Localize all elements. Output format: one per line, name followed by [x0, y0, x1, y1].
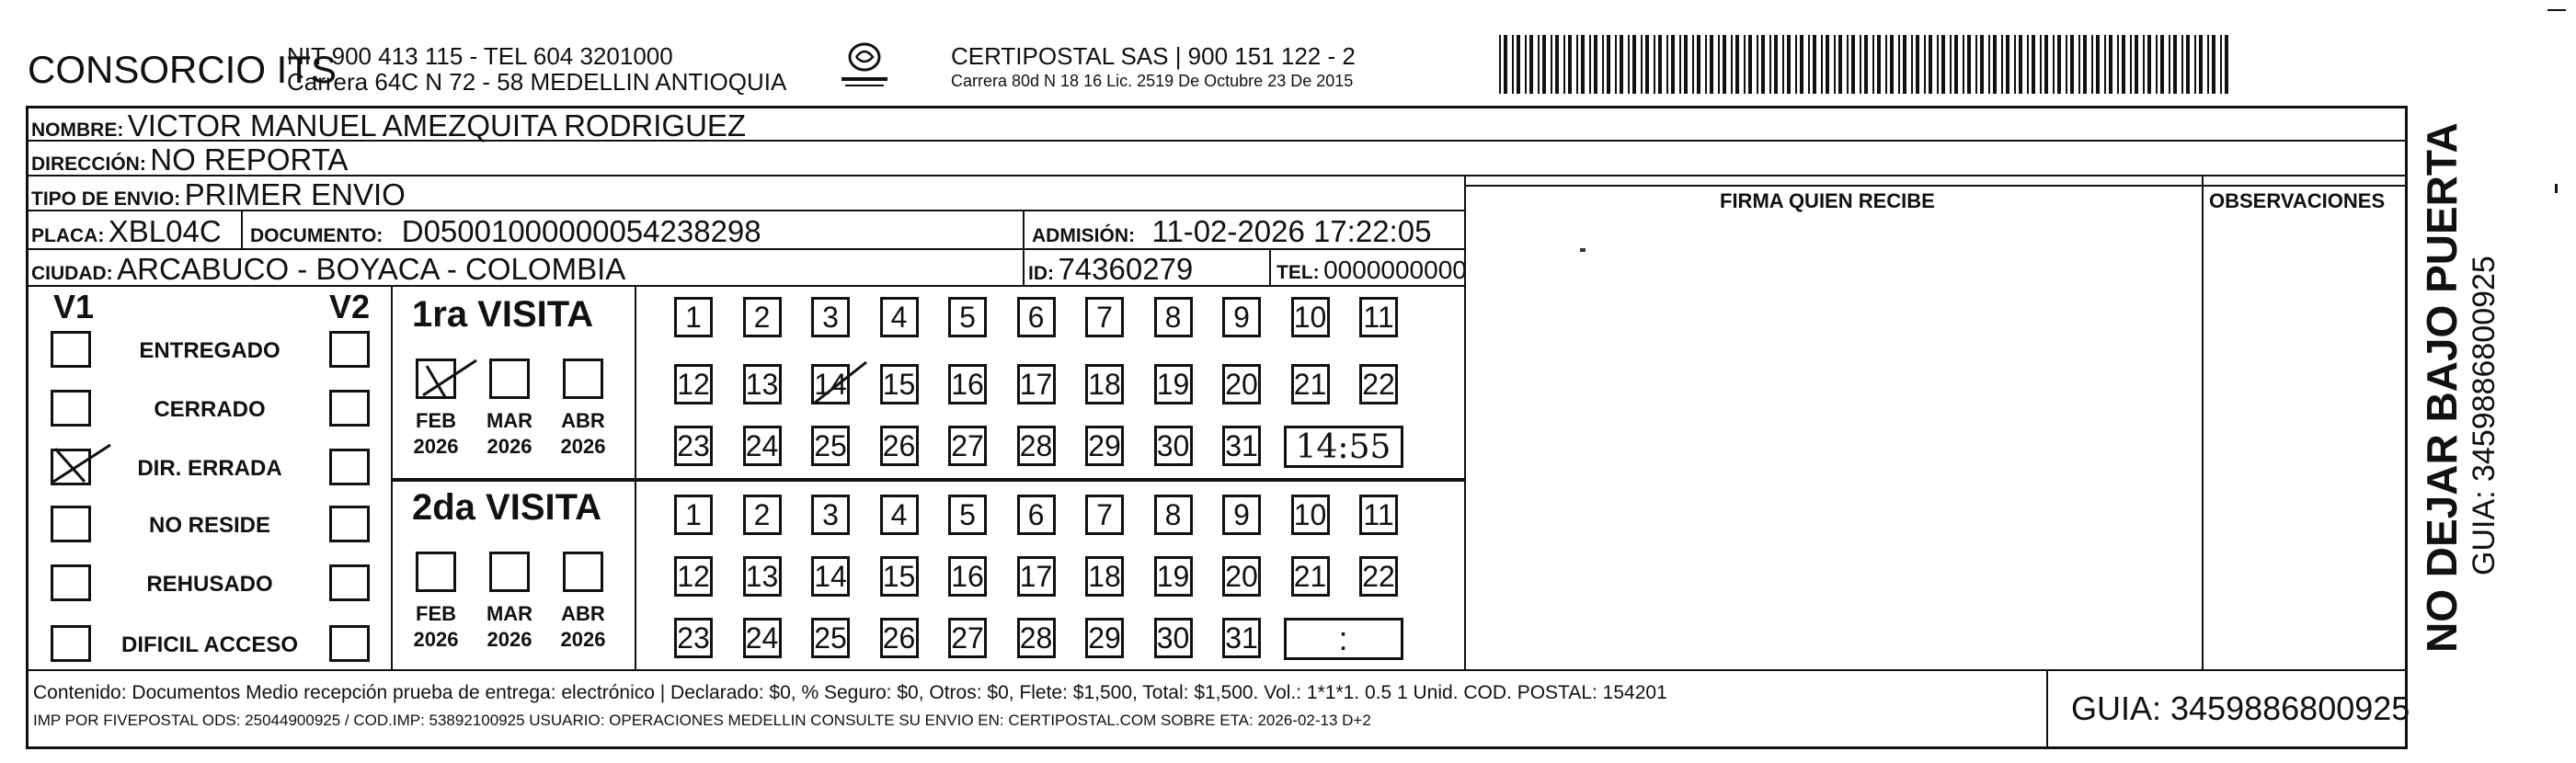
second-visit-day[interactable]: 14 — [811, 556, 850, 597]
barcode-bar — [2070, 35, 2074, 94]
barcode-bar — [1898, 35, 1900, 94]
barcode-bar — [2143, 35, 2145, 94]
barcode-bar — [1671, 35, 1675, 94]
pen-mark — [1580, 248, 1586, 252]
first-visit-day[interactable]: 23 — [674, 426, 713, 466]
first-visit-day[interactable]: 28 — [1017, 426, 1056, 466]
footer-guia: GUIA: 3459886800925 — [2071, 689, 2410, 727]
barcode-bar — [1941, 35, 1945, 94]
barcode-bar — [1641, 35, 1643, 94]
first-visit-day[interactable]: 12 — [674, 364, 713, 404]
status-divider — [391, 285, 393, 669]
barcode-bar — [1988, 35, 1990, 94]
first-visit-day[interactable]: 24 — [743, 426, 782, 466]
v2-checkbox[interactable] — [329, 449, 370, 485]
barcode-bar — [2006, 35, 2009, 94]
barcode-bar — [1821, 35, 1823, 94]
barcode-bar — [1581, 35, 1585, 94]
second-visit-day[interactable]: 23 — [674, 618, 713, 658]
first-visit-time[interactable]: 14:55 — [1284, 426, 1403, 468]
barcode-bar — [1568, 35, 1572, 94]
tel-value: 0000000000 — [1323, 256, 1467, 284]
observaciones-label: OBSERVACIONES — [2209, 189, 2386, 212]
footer-imp: IMP POR FIVEPOSTAL ODS: 25044900925 / COD.IMP: 53892100925 USUARIO: OPERACIONES MEDELLIN CONSULTE SU ENVIO EN: CERTIPOSTAL.COM SOBRE ETA: 2026-02-13 D+2 — [33, 712, 1371, 729]
barcode-bar — [2044, 35, 2048, 94]
month-label — [476, 601, 543, 653]
second-visit-day[interactable]: 29 — [1085, 618, 1124, 658]
barcode-bar — [1525, 35, 1527, 94]
month-label — [550, 408, 616, 460]
month-checkbox[interactable] — [563, 552, 603, 592]
barcode-bar — [1963, 35, 1964, 94]
status-option-label: DIR. ERRADA — [137, 456, 282, 481]
month-name: FEB — [416, 602, 456, 625]
first-visit-day[interactable]: 31 — [1222, 426, 1261, 466]
barcode-bar — [2053, 35, 2055, 94]
footer-contenido: Contenido: Documentos Medio recepción prueba de entrega: electrónico | Declarado: $0, % Seguro: $0, Otros: $0, Flete: $1,500, Total: $1,500. Vol.: 1*1*1. 0.5 1 Unid. COD. POSTAL: 154201 — [33, 682, 1667, 703]
barcode-bar — [1847, 35, 1849, 94]
barcode-bar — [1620, 35, 1623, 94]
v1-checkbox[interactable] — [51, 625, 91, 662]
barcode-bar — [1877, 35, 1881, 94]
barcode — [1499, 35, 2235, 94]
barcode-bar — [1795, 35, 1797, 94]
second-visit-day[interactable]: 20 — [1222, 556, 1261, 597]
barcode-bar — [2027, 35, 2029, 94]
barcode-bar — [2040, 35, 2042, 94]
month-year: 2026 — [560, 435, 606, 458]
check-mark-icon — [46, 441, 120, 487]
v1-checkbox[interactable] — [51, 564, 91, 601]
edge-mark-top — [2547, 9, 2566, 11]
obs-divider — [2202, 175, 2204, 669]
day-14-check-icon — [809, 357, 874, 408]
first-visit-day[interactable]: 11 — [1359, 297, 1398, 337]
status-option-label: DIFICIL ACCESO — [120, 632, 298, 657]
tipo-row — [31, 177, 406, 212]
barcode-bar — [2173, 35, 2177, 94]
direccion-label: DIRECCIÓN: — [31, 154, 146, 175]
side-guia: GUIA: 3459886800925 — [2467, 256, 2502, 575]
barcode-bar — [1723, 35, 1726, 94]
first-visit-day[interactable]: 13 — [743, 364, 782, 404]
barcode-bar — [2169, 35, 2170, 94]
second-visit-day[interactable]: 9 — [1222, 495, 1261, 535]
first-visit-day[interactable]: 16 — [948, 364, 987, 404]
visit-divider — [391, 478, 1465, 482]
barcode-bar — [2147, 35, 2151, 94]
barcode-bar — [2199, 35, 2203, 94]
barcode-bar — [1607, 35, 1610, 94]
month-label — [403, 601, 469, 653]
barcode-bar — [2066, 35, 2067, 94]
first-visit-day[interactable]: 2 — [743, 297, 782, 337]
barcode-bar — [2117, 35, 2119, 94]
first-visit-day[interactable]: 3 — [811, 297, 850, 337]
documento-row — [250, 214, 761, 249]
barcode-bar — [1555, 35, 1559, 94]
ciudad-value: ARCABUCO - BOYACA - COLOMBIA — [117, 252, 626, 286]
barcode-bar — [1954, 35, 1958, 94]
company-name: CONSORCIO ITS — [28, 48, 338, 91]
admision-divider — [1023, 210, 1025, 285]
barcode-bar — [1787, 35, 1791, 94]
ciudad-row — [31, 252, 625, 287]
barcode-bar — [2135, 35, 2138, 94]
company-address: Carrera 64C N 72 - 58 MEDELLIN ANTIOQUIA — [287, 68, 787, 96]
second-visit-day[interactable]: 15 — [880, 556, 919, 597]
first-visit-day[interactable]: 15 — [880, 364, 919, 404]
second-visit-day[interactable]: 21 — [1291, 556, 1330, 597]
second-visit-day[interactable]: 25 — [811, 618, 850, 658]
month-label — [550, 601, 616, 653]
row-line-2 — [26, 175, 2408, 177]
placa-value: XBL04C — [108, 214, 222, 248]
barcode-bar — [2186, 35, 2190, 94]
barcode-bar — [1838, 35, 1842, 94]
barcode-bar — [1808, 35, 1810, 94]
second-visit-day[interactable]: 12 — [674, 556, 713, 597]
month-year: 2026 — [413, 628, 459, 651]
documento-value: D05001000000054238298 — [401, 214, 761, 248]
placa-label: PLACA: — [31, 225, 105, 246]
nombre-value: VICTOR MANUEL AMEZQUITA RODRIGUEZ — [127, 108, 747, 142]
second-visit-day[interactable]: 3 — [811, 495, 850, 535]
barcode-bar — [1885, 35, 1887, 94]
company-nit: NIT 900 413 115 - TEL 604 3201000 — [287, 42, 673, 70]
second-visit-day[interactable]: 4 — [880, 495, 919, 535]
id-value: 74360279 — [1058, 252, 1194, 286]
barcode-bar — [1924, 35, 1926, 94]
v2-checkbox[interactable] — [329, 390, 370, 427]
barcode-bar — [1517, 35, 1520, 94]
barcode-bar — [1512, 35, 1514, 94]
tipo-label: TIPO DE ENVIO: — [31, 188, 181, 210]
certipostal-address: Carrera 80d N 18 16 Lic. 2519 De Octubre 23 De 2015 — [951, 72, 1354, 90]
id-row — [1028, 252, 1193, 287]
status-option-label: NO RESIDE — [148, 513, 271, 538]
month-year: 2026 — [487, 435, 532, 458]
month-year: 2026 — [487, 628, 532, 651]
first-visit-day[interactable]: 30 — [1154, 426, 1193, 466]
first-visit-day[interactable]: 9 — [1222, 297, 1261, 337]
month-name: ABR — [561, 602, 605, 625]
first-visit-day[interactable]: 29 — [1085, 426, 1124, 466]
first-visit-day[interactable]: 25 — [811, 426, 850, 466]
month-name: MAR — [486, 409, 533, 432]
certipostal-name: CERTIPOSTAL SAS | 900 151 122 - 2 — [951, 42, 1356, 70]
barcode-bar — [1602, 35, 1604, 94]
barcode-bar — [2078, 35, 2080, 94]
v2-checkbox[interactable] — [329, 564, 370, 601]
barcode-bar — [1504, 35, 1507, 94]
frame-left — [26, 106, 29, 749]
direccion-value: NO REPORTA — [150, 142, 349, 177]
tel-label: TEL: — [1277, 262, 1320, 283]
v1-checkbox[interactable] — [51, 331, 91, 368]
barcode-bar — [1813, 35, 1816, 94]
barcode-bar — [1692, 35, 1694, 94]
barcode-bar — [1993, 35, 1997, 94]
second-visit-day[interactable]: 10 — [1291, 495, 1330, 535]
footer-line — [26, 669, 2408, 671]
barcode-bar — [2109, 35, 2112, 94]
barcode-bar — [2096, 35, 2100, 94]
barcode-bar — [1929, 35, 1932, 94]
barcode-bar — [2019, 35, 2022, 94]
side-warning: NO DEJAR BAJO PUERTA — [2418, 122, 2466, 653]
barcode-bar — [1679, 35, 1681, 94]
barcode-bar — [1551, 35, 1552, 94]
second-visit-title: 2da VISITA — [412, 487, 601, 528]
barcode-bar — [2057, 35, 2061, 94]
v2-header: V2 — [329, 288, 371, 325]
admision-label: ADMISIÓN: — [1032, 225, 1135, 246]
first-visit-day[interactable]: 10 — [1291, 297, 1330, 337]
barcode-bar — [2160, 35, 2164, 94]
second-visit-day[interactable]: 7 — [1085, 495, 1124, 535]
month-year: 2026 — [560, 628, 606, 651]
first-visit-day[interactable]: 17 — [1017, 364, 1056, 404]
first-visit-title: 1ra VISITA — [412, 294, 594, 335]
barcode-bar — [1744, 35, 1746, 94]
first-visit-day[interactable]: 21 — [1291, 364, 1330, 404]
second-visit-time[interactable]: : — [1284, 618, 1403, 660]
first-visit-day[interactable]: 14 — [811, 364, 850, 404]
second-visit-day[interactable]: 28 — [1017, 618, 1056, 658]
barcode-bar — [1950, 35, 1952, 94]
barcode-bar — [2212, 35, 2215, 94]
month-label — [403, 408, 469, 460]
barcode-bar — [2083, 35, 2087, 94]
first-visit-day[interactable]: 19 — [1154, 364, 1193, 404]
second-visit-day[interactable]: 17 — [1017, 556, 1056, 597]
barcode-bar — [1542, 35, 1546, 94]
direccion-row — [31, 142, 348, 177]
barcode-bar — [1705, 35, 1707, 94]
barcode-bar — [1563, 35, 1565, 94]
month-label — [476, 408, 543, 460]
frame-right — [2405, 106, 2408, 749]
month-checkbox[interactable] — [489, 552, 530, 592]
barcode-bar — [1589, 35, 1591, 94]
barcode-bar — [1658, 35, 1662, 94]
second-visit-day[interactable]: 5 — [948, 495, 987, 535]
placa-row — [31, 214, 222, 249]
ciudad-label: CIUDAD: — [31, 263, 113, 284]
barcode-bar — [1748, 35, 1752, 94]
second-visit-day[interactable]: 2 — [743, 495, 782, 535]
v1-checkbox[interactable] — [51, 390, 91, 427]
barcode-bar — [1834, 35, 1836, 94]
second-visit-day[interactable]: 16 — [948, 556, 987, 597]
first-visit-day[interactable]: 22 — [1359, 364, 1398, 404]
barcode-bar — [1860, 35, 1861, 94]
second-visit-day[interactable]: 13 — [743, 556, 782, 597]
firma-header-line — [1466, 185, 2405, 187]
v2-checkbox[interactable] — [329, 625, 370, 662]
v1-header: V1 — [53, 288, 95, 325]
barcode-bar — [2225, 35, 2228, 94]
v2-checkbox[interactable] — [329, 331, 370, 368]
barcode-bar — [1769, 35, 1771, 94]
barcode-bar — [2122, 35, 2125, 94]
second-visit-day[interactable]: 6 — [1017, 495, 1056, 535]
first-visit-day[interactable]: 26 — [880, 426, 919, 466]
first-visit-day[interactable]: 27 — [948, 426, 987, 466]
first-visit-day[interactable]: 7 — [1085, 297, 1124, 337]
firma-divider — [1464, 175, 1466, 669]
barcode-bar — [1826, 35, 1829, 94]
v1-checkbox[interactable] — [51, 506, 91, 542]
barcode-bar — [1903, 35, 1906, 94]
barcode-bar — [1615, 35, 1617, 94]
barcode-bar — [2104, 35, 2106, 94]
barcode-bar — [1975, 35, 1977, 94]
second-visit-day[interactable]: 18 — [1085, 556, 1124, 597]
nombre-row — [31, 108, 746, 143]
first-visit-day[interactable]: 20 — [1222, 364, 1261, 404]
barcode-bar — [2207, 35, 2209, 94]
second-visit-day[interactable]: 30 — [1154, 618, 1193, 658]
frame-bottom — [26, 746, 2408, 749]
barcode-bar — [1937, 35, 1939, 94]
month-checkbox[interactable] — [416, 552, 456, 592]
v2-checkbox[interactable] — [329, 506, 370, 542]
barcode-bar — [1890, 35, 1894, 94]
barcode-bar — [2156, 35, 2158, 94]
barcode-bar — [1735, 35, 1739, 94]
first-visit-day[interactable]: 8 — [1154, 297, 1193, 337]
guia-divider — [2046, 669, 2048, 746]
barcode-bar — [1632, 35, 1636, 94]
barcode-bar — [1645, 35, 1649, 94]
second-visit-day[interactable]: 8 — [1154, 495, 1193, 535]
second-visit-day[interactable]: 19 — [1154, 556, 1193, 597]
barcode-bar — [1718, 35, 1720, 94]
month-year: 2026 — [413, 435, 459, 458]
edge-mark-mid — [2555, 184, 2558, 193]
month-checkbox[interactable] — [489, 359, 530, 399]
barcode-bar — [1774, 35, 1778, 94]
tel-row — [1277, 256, 1467, 285]
second-visit-day[interactable]: 22 — [1359, 556, 1398, 597]
nombre-label: NOMBRE: — [31, 120, 124, 141]
month-checkbox[interactable] — [563, 359, 603, 399]
tipo-value: PRIMER ENVIO — [184, 177, 406, 211]
barcode-bar — [1761, 35, 1765, 94]
certipostal-logo — [832, 37, 897, 92]
feb-check-icon — [410, 355, 484, 406]
barcode-bar — [2091, 35, 2093, 94]
first-visit-day[interactable]: 18 — [1085, 364, 1124, 404]
barcode-bar — [2032, 35, 2035, 94]
second-visit-day[interactable]: 24 — [743, 618, 782, 658]
month-divider — [635, 285, 636, 669]
admision-value: 11-02-2026 17:22:05 — [1151, 214, 1432, 248]
month-name: MAR — [486, 602, 533, 625]
barcode-bar — [1654, 35, 1655, 94]
barcode-bar — [1684, 35, 1688, 94]
second-visit-day[interactable]: 1 — [674, 495, 713, 535]
first-visit-day[interactable]: 5 — [948, 297, 987, 337]
second-visit-day[interactable]: 26 — [880, 618, 919, 658]
barcode-bar — [1697, 35, 1700, 94]
first-visit-day[interactable]: 1 — [674, 297, 713, 337]
status-option-label: CERRADO — [154, 397, 266, 422]
barcode-bar — [1529, 35, 1533, 94]
barcode-bar — [2194, 35, 2196, 94]
barcode-bar — [1757, 35, 1758, 94]
barcode-bar — [1628, 35, 1630, 94]
first-visit-day[interactable]: 4 — [880, 297, 919, 337]
firma-label: FIRMA QUIEN RECIBE — [1720, 189, 1935, 212]
barcode-bar — [2130, 35, 2132, 94]
barcode-bar — [1594, 35, 1597, 94]
barcode-bar — [1864, 35, 1868, 94]
barcode-bar — [2001, 35, 2003, 94]
status-option-label: ENTREGADO — [139, 338, 280, 363]
barcode-bar — [1782, 35, 1784, 94]
tel-divider — [1269, 248, 1271, 285]
placa-divider — [241, 210, 243, 248]
id-label: ID: — [1028, 263, 1054, 284]
admision-row — [1032, 214, 1431, 249]
barcode-bar — [1538, 35, 1540, 94]
barcode-bar — [1851, 35, 1855, 94]
first-visit-day[interactable]: 6 — [1017, 297, 1056, 337]
barcode-bar — [1499, 35, 1501, 94]
barcode-bar — [2220, 35, 2222, 94]
barcode-bar — [2014, 35, 2016, 94]
barcode-bar — [1980, 35, 1984, 94]
month-name: ABR — [561, 409, 605, 432]
barcode-bar — [1666, 35, 1668, 94]
status-option-label: REHUSADO — [146, 572, 273, 597]
barcode-bar — [1916, 35, 1919, 94]
documento-label: DOCUMENTO: — [250, 225, 384, 246]
month-name: FEB — [416, 409, 456, 432]
barcode-bar — [1710, 35, 1713, 94]
barcode-bar — [2181, 35, 2183, 94]
second-visit-day[interactable]: 11 — [1359, 495, 1398, 535]
second-visit-day[interactable]: 31 — [1222, 618, 1261, 658]
barcode-bar — [1967, 35, 1971, 94]
barcode-bar — [1872, 35, 1874, 94]
barcode-bar — [1576, 35, 1578, 94]
barcode-bar — [1731, 35, 1733, 94]
barcode-bar — [1911, 35, 1913, 94]
barcode-bar — [1800, 35, 1803, 94]
second-visit-day[interactable]: 27 — [948, 618, 987, 658]
